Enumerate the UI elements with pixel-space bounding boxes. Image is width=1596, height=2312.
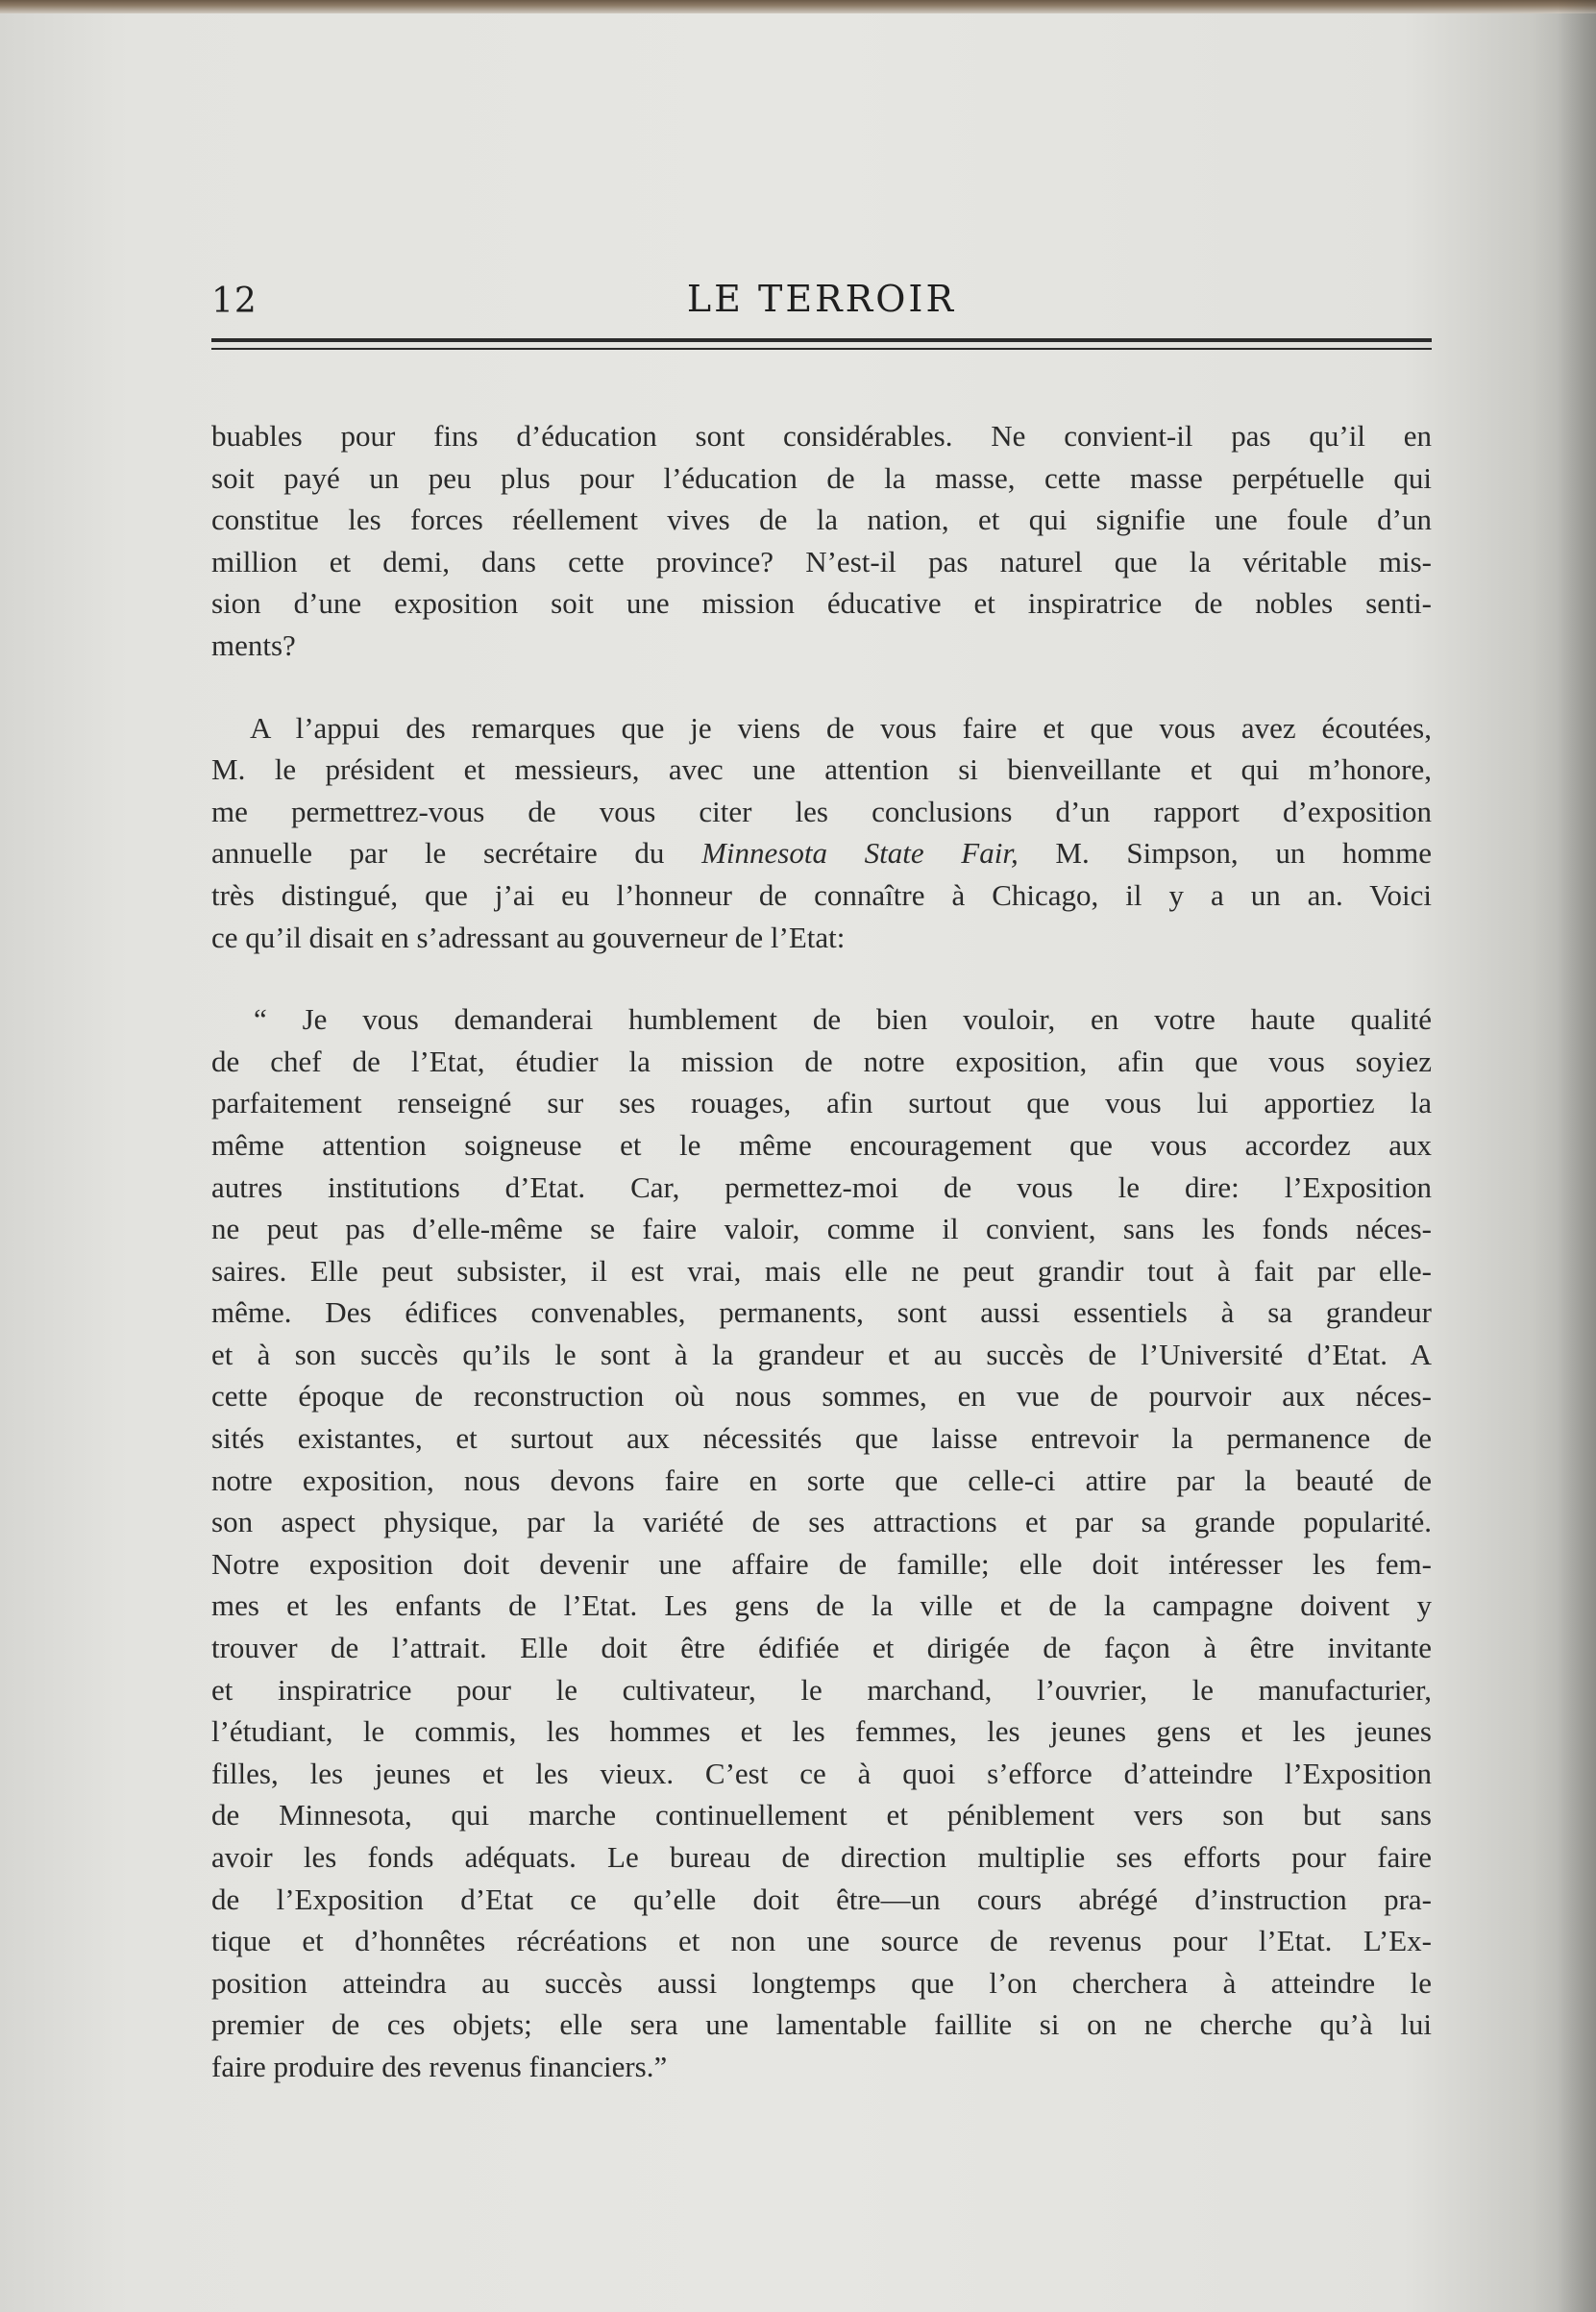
running-title: LE TERROIR: [686, 278, 957, 320]
text-line: très distingué, que j’ai eu l’honneur de connaître à Chicago, il y a un an. Voici: [211, 877, 1432, 912]
text-line: et inspiratrice pour le cultivateur, le marchand, l’ouvrier, le manufacturier,: [211, 1672, 1432, 1707]
body-text: [211, 415, 1432, 2088]
text-line: et à son succès qu’ils le sont à la grandeur et au succès de l’Université d’Etat. A: [211, 1337, 1432, 1371]
text-line: M. le président et messieurs, avec une attention si bienveillante et qui m’honore,: [211, 752, 1432, 787]
text-line: de l’Exposition d’Etat ce qu’elle doit être—un cours abrégé d’instruction pra-: [211, 1882, 1432, 1916]
text-line: de Minnesota, qui marche continuellement et péniblement vers son but sans: [211, 1798, 1432, 1832]
text-line: saires. Elle peut subsister, il est vrai, mais elle ne peut grandir tout à fait par elle-: [211, 1253, 1432, 1288]
page-number: 12: [211, 282, 258, 321]
paragraph-3-quotation: [211, 998, 1432, 2087]
text-line: premier de ces objets; elle sera une lamentable faillite si on ne cherche qu’à lui: [211, 2007, 1432, 2042]
text-line: trouver de l’attrait. Elle doit être édifiée et dirigée de façon à être invitante: [211, 1631, 1432, 1665]
text-line: position atteindra au succès aussi longtemps que l’on cherchera à atteindre le: [211, 1965, 1432, 2000]
text-line: sités existantes, et surtout aux nécessités que laisse entrevoir la permanence de: [211, 1421, 1432, 1456]
text-line: même. Des édifices convenables, permanents, sont aussi essentiels à sa grandeur: [211, 1295, 1432, 1330]
header-rule-thick: [211, 338, 1432, 342]
text-line: ne peut pas d’elle-même se faire valoir, comme il convient, sans les fonds néces-: [211, 1212, 1432, 1246]
page-top-edge: [0, 0, 1596, 13]
text-line: filles, les jeunes et les vieux. C’est ce à quoi s’efforce d’atteindre l’Exposition: [211, 1756, 1432, 1790]
text-line: faire produire des revenus financiers.”: [211, 2049, 668, 2083]
paragraph-gap: [211, 958, 1432, 998]
text-line-with-italic: [211, 832, 1432, 874]
italic-line-suffix: M. Simpson, un homme: [1055, 836, 1433, 871]
text-line: million et demi, dans cette province? N’est-il pas naturel que la véritable mis-: [211, 544, 1432, 578]
paragraph-1: [211, 415, 1432, 667]
text-line: constitue les forces réellement vives de la nation, et qui signifie une foule d’un: [211, 503, 1432, 537]
paragraph-gap: [211, 667, 1432, 707]
text-line: “ Je vous demanderai humblement de bien vouloir, en votre haute qualité: [254, 1002, 1432, 1037]
text-line: parfaitement renseigné sur ses rouages, afin surtout que vous lui apportiez la: [211, 1086, 1432, 1120]
text-line: tique et d’honnêtes récréations et non une source de revenus pour l’Etat. L’Ex-: [211, 1924, 1432, 1958]
text-line: A l’appui des remarques que je viens de vous faire et que vous avez écoutées,: [250, 710, 1432, 745]
text-line: l’étudiant, le commis, les hommes et les femmes, les jeunes gens et les jeunes: [211, 1714, 1432, 1749]
text-line: son aspect physique, par la variété de ses attractions et par sa grande popularité.: [211, 1505, 1432, 1539]
text-line: mes et les enfants de l’Etat. Les gens de la ville et de la campagne doivent y: [211, 1588, 1432, 1623]
paragraph-2: [211, 707, 1432, 959]
italic-line-prefix: annuelle par le secrétaire du: [211, 836, 665, 871]
text-line: ce qu’il disait en s’adressant au gouverneur de l’Etat:: [211, 920, 846, 954]
text-line: me permettrez-vous de vous citer les conclusions d’un rapport d’exposition: [211, 794, 1432, 828]
page-header: [211, 274, 1432, 332]
text-line: avoir les fonds adéquats. Le bureau de direction multiplie ses efforts pour faire: [211, 1840, 1432, 1874]
text-line: autres institutions d’Etat. Car, permettez-moi de vous le dire: l’Exposition: [211, 1169, 1432, 1204]
page-binding-shadow: [1558, 0, 1596, 2312]
text-line: buables pour fins d’éducation sont considérables. Ne convient-il pas qu’il en: [211, 419, 1432, 453]
text-line: sion d’une exposition soit une mission éducative et inspiratrice de nobles senti-: [211, 586, 1432, 621]
text-line: même attention soigneuse et le même encouragement que vous accordez aux: [211, 1127, 1432, 1162]
header-rule-thin: [211, 348, 1432, 350]
italic-title: Minnesota State Fair,: [701, 836, 1019, 871]
text-line: notre exposition, nous devons faire en sorte que celle-ci attire par la beauté de: [211, 1463, 1432, 1497]
text-line: cette époque de reconstruction où nous sommes, en vue de pourvoir aux néces-: [211, 1379, 1432, 1414]
text-line: soit payé un peu plus pour l’éducation de la masse, cette masse perpétuelle qui: [211, 460, 1432, 495]
text-line: de chef de l’Etat, étudier la mission de notre exposition, afin que vous soyiez: [211, 1044, 1432, 1078]
text-line: ments?: [211, 627, 296, 662]
text-line: Notre exposition doit devenir une affaire de famille; elle doit intéresser les fem-: [211, 1546, 1432, 1581]
